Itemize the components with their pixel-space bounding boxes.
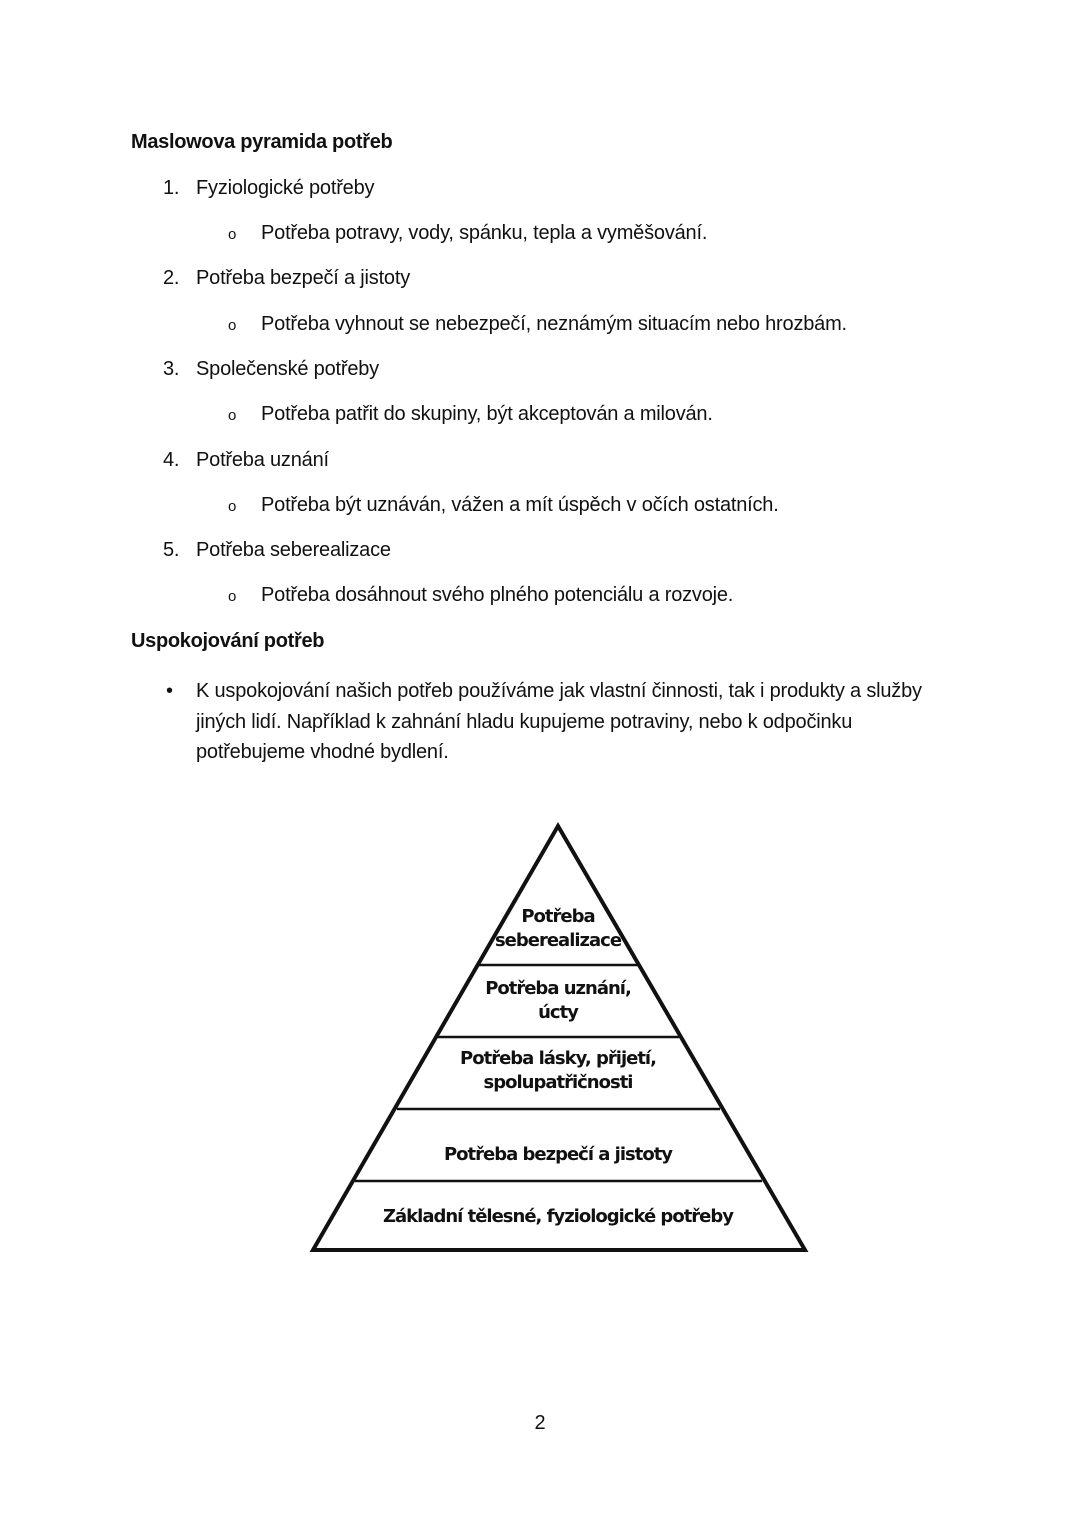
- item-label: Fyziologické potřeby: [196, 177, 375, 199]
- item-label: Společenské potřeby: [196, 358, 379, 380]
- bullet-dot-icon: •: [166, 680, 173, 702]
- pyramid-level-3-line1: Potřeba lásky, přijetí,: [460, 1048, 656, 1069]
- item-label: Potřeba bezpečí a jistoty: [196, 267, 411, 289]
- item-number: 5.: [163, 539, 180, 561]
- sub-item-text: Potřeba potravy, vody, spánku, tepla a vyměšování.: [261, 222, 708, 244]
- item-number: 1.: [163, 177, 180, 199]
- circle-bullet-icon: o: [228, 226, 237, 243]
- pyramid-level-4-line2: úcty: [538, 1002, 578, 1023]
- item-number: 3.: [163, 358, 180, 380]
- sub-item-text: Potřeba patřit do skupiny, být akceptován a milován.: [261, 403, 713, 425]
- item-number: 2.: [163, 267, 180, 289]
- pyramid-level-5-line1: Potřeba: [521, 906, 595, 927]
- pyramid-level-1: Základní tělesné, fyziologické potřeby: [382, 1206, 734, 1227]
- circle-bullet-icon: o: [228, 588, 237, 605]
- page-number: 2: [534, 1412, 546, 1434]
- pyramid-level-4-line1: Potřeba uznání,: [485, 978, 631, 999]
- sub-item-text: Potřeba vyhnout se nebezpečí, neznámým situacím nebo hrozbám.: [261, 313, 847, 335]
- pyramid-level-3-line2: spolupatřičnosti: [483, 1072, 633, 1093]
- item-label: Potřeba uznání: [196, 449, 329, 471]
- circle-bullet-icon: o: [228, 407, 237, 424]
- section-heading-satisfaction: Uspokojování potřeb: [131, 630, 325, 652]
- pyramid-level-2: Potřeba bezpečí a jistoty: [443, 1144, 673, 1165]
- section-heading-maslow: Maslowova pyramida potřeb: [131, 131, 393, 153]
- sub-item-text: Potřeba dosáhnout svého plného potenciálu a rozvoje.: [261, 584, 734, 606]
- sub-item-text: Potřeba být uznáván, vážen a mít úspěch v očích ostatních.: [261, 494, 779, 516]
- circle-bullet-icon: o: [228, 317, 237, 334]
- pyramid-level-5-line2: seberealizace: [494, 930, 622, 951]
- item-label: Potřeba seberealizace: [196, 539, 391, 561]
- item-number: 4.: [163, 449, 180, 471]
- circle-bullet-icon: o: [228, 498, 237, 515]
- paragraph-text: K uspokojování našich potřeb používáme jak vlastní činnosti, tak i produkty a služby jiných lidí. Například k zahnání hladu kupujeme potraviny, nebo k odpočinku potřebujeme vhodné bydlení.: [196, 680, 922, 763]
